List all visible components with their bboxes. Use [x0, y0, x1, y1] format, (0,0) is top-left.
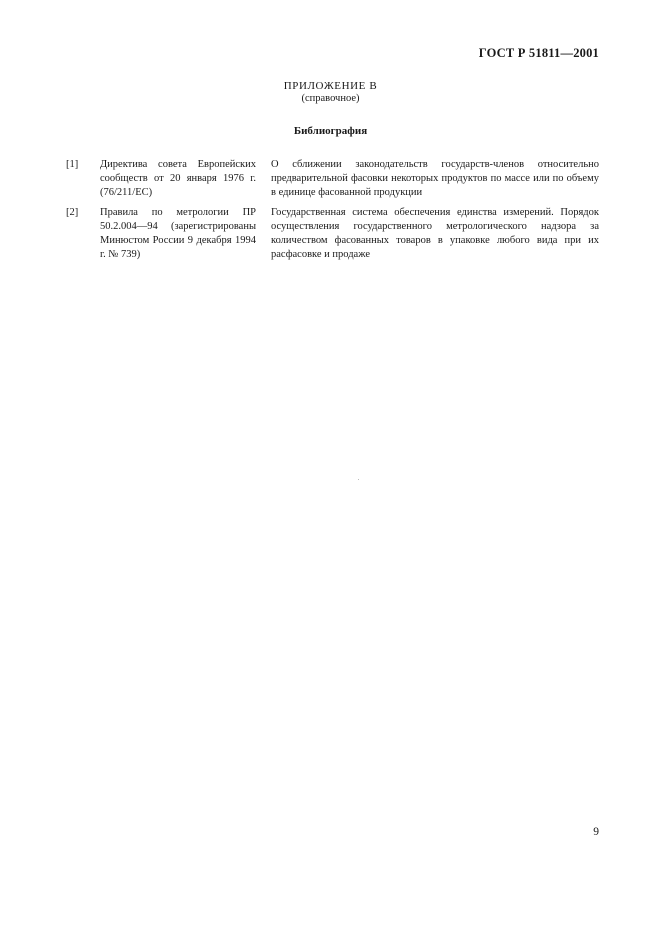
bibliography-entry: [66, 206, 599, 262]
bibliography-heading: Библиография: [293, 125, 368, 137]
entry-number: [2]: [66, 207, 79, 218]
appendix-subtitle: (справочное): [301, 93, 360, 104]
appendix-title: ПРИЛОЖЕНИЕ В: [283, 80, 378, 92]
document-code: ГОСТ Р 51811—2001: [478, 46, 599, 60]
page-number: 9: [593, 826, 599, 838]
entry-number: [1]: [66, 159, 79, 170]
bibliography-list: [66, 158, 599, 268]
scan-artifact-dot: [358, 479, 359, 480]
entry-source: Правила по метрологии ПР 50.2.004—94 (зарегистрированы Минюстом России 9 декабря 1994 г. № 739): [100, 207, 256, 260]
bibliography-entry: [66, 158, 599, 200]
entry-title: О сближении законодательств государств-членов относительно предварительной фасовки некоторых продуктов по массе или по объему в единице фасованной продукции: [271, 159, 599, 198]
entry-title: Государственная система обеспечения единства измерений. Порядок осуществления государственного метрологического надзора за количеством фасованных товаров в упаковке любого вида при их расфасовке и продаже: [271, 207, 599, 260]
entry-source: Директива совета Европейских сообществ от 20 января 1976 г. (76/211/ЕС): [100, 159, 256, 198]
